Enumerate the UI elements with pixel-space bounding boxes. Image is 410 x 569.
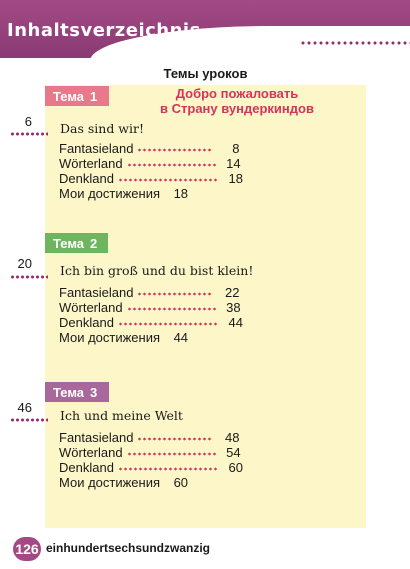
row-page: 60 (173, 475, 189, 490)
row-page: 18 (173, 186, 189, 201)
topic-2-row-worterland[interactable] (59, 300, 241, 315)
dot-leader (137, 148, 211, 152)
topic-1-row-achievements[interactable] (59, 186, 188, 201)
topic-3-subtitle: Ich und meine Welt (60, 408, 183, 423)
dot-leader (127, 307, 217, 311)
topic-2-dotted-marker (10, 275, 48, 279)
topic-2-label (45, 233, 108, 253)
topic-2-row-achievements[interactable] (59, 330, 188, 345)
topic-3-row-achievements[interactable] (59, 475, 188, 490)
topic-3-dotted-marker (10, 418, 48, 422)
topic-1-row-worterland[interactable] (59, 156, 241, 171)
topic-1-title (117, 86, 357, 116)
topic-3-word: Тема (53, 384, 85, 400)
topic-1-title-line1: Добро пожаловать (175, 86, 299, 101)
row-page: 8 (232, 141, 240, 156)
row-name: Denkland (59, 315, 114, 330)
topic-2-number: 2 (90, 235, 98, 251)
row-page: 60 (228, 460, 243, 475)
dot-leader (127, 163, 217, 167)
row-name: Wörterland (59, 156, 123, 171)
page-number-badge: 126 (13, 537, 41, 561)
dot-leader (127, 452, 217, 456)
page-title: Inhaltsverzeichnis (7, 20, 201, 41)
topic-1-subtitle: Das sind wir! (60, 121, 144, 136)
topic-1-row-fantasieland[interactable] (59, 141, 239, 156)
topic-2-subtitle: Ich bin groß und du bist klein! (60, 263, 254, 278)
topic-2-start-page: 20 (17, 256, 32, 271)
header-bar (0, 0, 410, 58)
topic-3-number: 3 (90, 384, 98, 400)
header-dotted-line (300, 41, 410, 45)
topic-1-row-denkland[interactable] (59, 171, 243, 186)
topic-2-row-denkland[interactable] (59, 315, 243, 330)
row-page: 14 (226, 156, 241, 171)
topic-1-dotted-marker (10, 132, 48, 136)
dot-leader (137, 292, 211, 296)
dot-leader (118, 467, 219, 471)
topic-2-word: Тема (53, 235, 85, 251)
page-number-words: einhundertsechsundzwanzig (46, 541, 211, 555)
topic-1-label (45, 86, 109, 106)
row-page: 44 (173, 330, 189, 345)
topic-1-start-page: 6 (24, 114, 32, 129)
topic-3-start-page: 46 (17, 400, 32, 415)
row-name: Wörterland (59, 445, 123, 460)
topic-3-row-worterland[interactable] (59, 445, 241, 460)
row-page: 44 (228, 315, 243, 330)
dot-leader (137, 437, 211, 441)
panel-heading: Темы уроков (163, 66, 248, 81)
row-page: 18 (228, 171, 243, 186)
dot-leader (118, 322, 219, 326)
row-name: Мои достижения (59, 475, 161, 490)
topic-1-word: Тема (53, 88, 85, 104)
topic-3-label (45, 382, 109, 402)
topic-3-row-denkland[interactable] (59, 460, 243, 475)
row-page: 48 (224, 430, 240, 445)
row-name: Fantasieland (59, 141, 134, 156)
row-page: 22 (224, 285, 240, 300)
topic-2-row-fantasieland[interactable] (59, 285, 239, 300)
row-page: 54 (226, 445, 241, 460)
row-name: Denkland (59, 460, 114, 475)
row-name: Wörterland (59, 300, 123, 315)
row-name: Мои достижения (59, 186, 161, 201)
row-name: Denkland (59, 171, 114, 186)
row-name: Fantasieland (59, 285, 134, 300)
dot-leader (118, 178, 219, 182)
row-page: 38 (226, 300, 241, 315)
row-name: Мои достижения (59, 330, 161, 345)
topic-1-number: 1 (90, 88, 98, 104)
topic-3-row-fantasieland[interactable] (59, 430, 239, 445)
topic-1-title-line2: в Страну вундеркиндов (160, 101, 314, 116)
row-name: Fantasieland (59, 430, 134, 445)
